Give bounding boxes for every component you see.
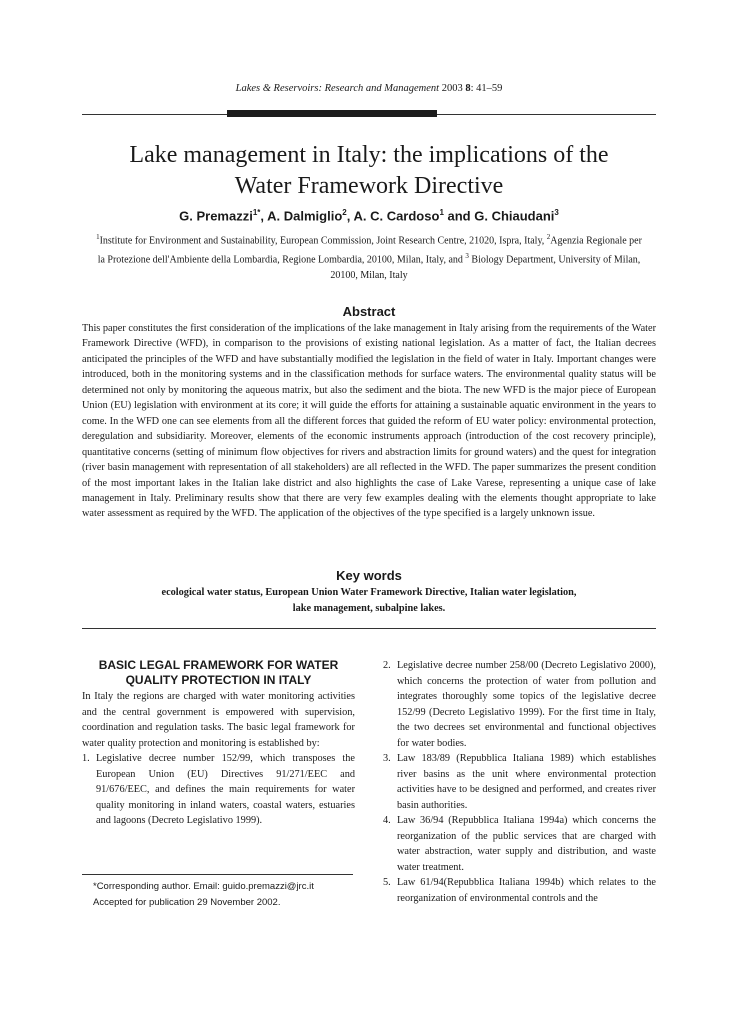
list-item-number: 5. <box>383 877 391 888</box>
footnote-rule <box>82 874 353 875</box>
abstract-heading: Abstract <box>342 304 396 319</box>
author-sep-1: , <box>260 208 268 224</box>
affil-3: Biology Department, University of Milan, 20100, Milan, Italy <box>330 254 641 281</box>
affil-2: Agenzia Regionale per la Protezione dell'Ambiente della Lombardia, Regione Lombardia, 20100, Milan, Italy, and <box>97 235 642 266</box>
list-item <box>383 875 656 906</box>
section-intro: In Italy the regions are charged with water monitoring activities and the central government is empowered with supervision, coordination and regulation tasks. The basic legal framework for water quality protection and monitoring is established by: <box>82 691 355 749</box>
article-title <box>82 140 656 202</box>
section-heading <box>82 658 355 688</box>
list-item-number: 3. <box>383 753 391 764</box>
author-1-mark: 1* <box>252 208 261 217</box>
header-thick-bar <box>227 110 437 117</box>
list-item <box>383 658 656 751</box>
affil-1: Institute for Environment and Sustainability, European Commission, Joint Research Centre, 21020, Ispra, Italy, <box>99 235 545 247</box>
section-divider <box>82 628 656 629</box>
list-item-number: 1. <box>82 753 90 764</box>
list-item <box>383 813 656 875</box>
abstract-text: This paper constitutes the first consideration of the implications of the lake management in Italy arising from the requirements of the Water Framework Directive (WFD), in comparison to the provisions of existing national legislation. As a matter of fact, the Italian decrees anticipated the principles of the WFD and have substantially modified the legislation in the field of water in Italy. Important changes were introduced, both in the monitoring systems and in the classification methods for surface waters. The environmental quality status will be determined not only by monitoring the aqueous matrix, but also the sediment and the biota. The new WFD is the major piece of European Union (EU) legislation with environment at its core; it will guide the efforts for attaining a sustainable aquatic environment in the years to come. In the WFD one can see elements from all the different forces that guided the reform of EU water policy: environmental protection, deregulation and subsidiarity. Moreover, elements of the economic instruments approach (introduction of the cost recovery principle), quantitative concerns (setting of minimum flow objectives for rivers and abstraction limits for ground waters) and the quest for integration (river basin management with representation of all stakeholders) are all reflected in the WFD. The paper summarizes the present condition of the most important lakes in the Italian lake district and also highlights the case of Lake Varese, representing a unique case of lake management in Italy. Preliminary results show that there are very few examples dealing with the elements thought appropriate to lake water assessment as required by the WFD. The application of the objectives of the type specified is a largely unknown issue. <box>82 323 656 520</box>
list-item-text: Legislative decree number 258/00 (Decreto Legislativo 2000), which concerns the protection of water from pollution and integrates thoroughly some topics of the legislative decree 152/99 (Decreto Legislativo 1999). For the first time in Italy, the two decrees set environmental and functional objectives for water bodies. <box>397 660 656 749</box>
keywords-heading: Key words <box>336 568 402 583</box>
affil-2-mark: 2 <box>546 233 551 241</box>
list-item-text: Law 61/94(Repubblica Italiana 1994b) which relates to the reorganization of environmental controls and the <box>397 877 656 904</box>
author-2-mark: 2 <box>342 208 347 217</box>
list-item <box>82 751 355 829</box>
list-item-number: 2. <box>383 660 391 671</box>
author-3-mark: 1 <box>439 208 444 217</box>
keywords-line-2: lake management, subalpine lakes. <box>292 603 446 614</box>
journal-header <box>82 83 656 94</box>
author-3: A. C. Cardoso <box>353 208 440 224</box>
author-1: G. Premazzi <box>179 208 253 224</box>
title-line-2: Water Framework Directive <box>234 173 504 199</box>
section-heading-line-1: BASIC LEGAL FRAMEWORK FOR WATER <box>98 658 339 672</box>
list-item-text: Law 183/89 (Repubblica Italiana 1989) which establishes river basins as the unit where environmental protection activities have to be designed and performed, and creates river basin authorities. <box>397 753 656 811</box>
author-sep-2: , <box>346 208 354 224</box>
affil-1-mark: 1 <box>96 233 100 241</box>
corresponding-author-note: *Corresponding author. Email: guido.premazzi@jrc.it <box>93 881 314 892</box>
legal-list-part-2 <box>383 658 656 906</box>
title-line-1: Lake management in Italy: the implications of the <box>129 142 609 168</box>
author-2: A. Dalmiglio <box>267 208 343 224</box>
right-column <box>383 658 656 906</box>
author-sep-3: and <box>443 208 475 224</box>
legal-list-part-1 <box>82 751 355 829</box>
author-list <box>82 208 656 223</box>
section-heading-line-2: QUALITY PROTECTION IN ITALY <box>125 673 312 687</box>
journal-volume: 8 <box>465 83 471 94</box>
journal-pages: : 41–59 <box>470 83 503 94</box>
list-item <box>383 751 656 813</box>
journal-year: 2003 <box>441 83 463 94</box>
footnotes <box>93 879 355 910</box>
author-4: G. Chiaudani <box>474 208 555 224</box>
list-item-text: Law 36/94 (Repubblica Italiana 1994a) which concerns the reorganization of the public services that are charged with water abstraction, water supply and distribution, and waste water treatment. <box>397 815 656 873</box>
affil-3-mark: 3 <box>465 251 469 260</box>
affiliations <box>92 230 646 283</box>
list-item-number: 4. <box>383 815 391 826</box>
acceptance-note: Accepted for publication 29 November 2002. <box>93 896 281 908</box>
list-item-text: Legislative decree number 152/99, which transposes the European Union (EU) Directives 91/271/EEC and 91/676/EEC, and defines the main requirements for water quality monitoring in inland waters, coastal waters, estuaries and lagoons (Decreto Legislativo 1999). <box>96 753 355 826</box>
left-column <box>82 658 355 829</box>
journal-name: Lakes & Reservoirs: Research and Management <box>235 83 440 94</box>
keywords-list <box>82 585 656 617</box>
author-4-mark: 3 <box>554 208 559 217</box>
keywords-line-1: ecological water status, European Union Water Framework Directive, Italian water legislation, <box>161 587 577 598</box>
